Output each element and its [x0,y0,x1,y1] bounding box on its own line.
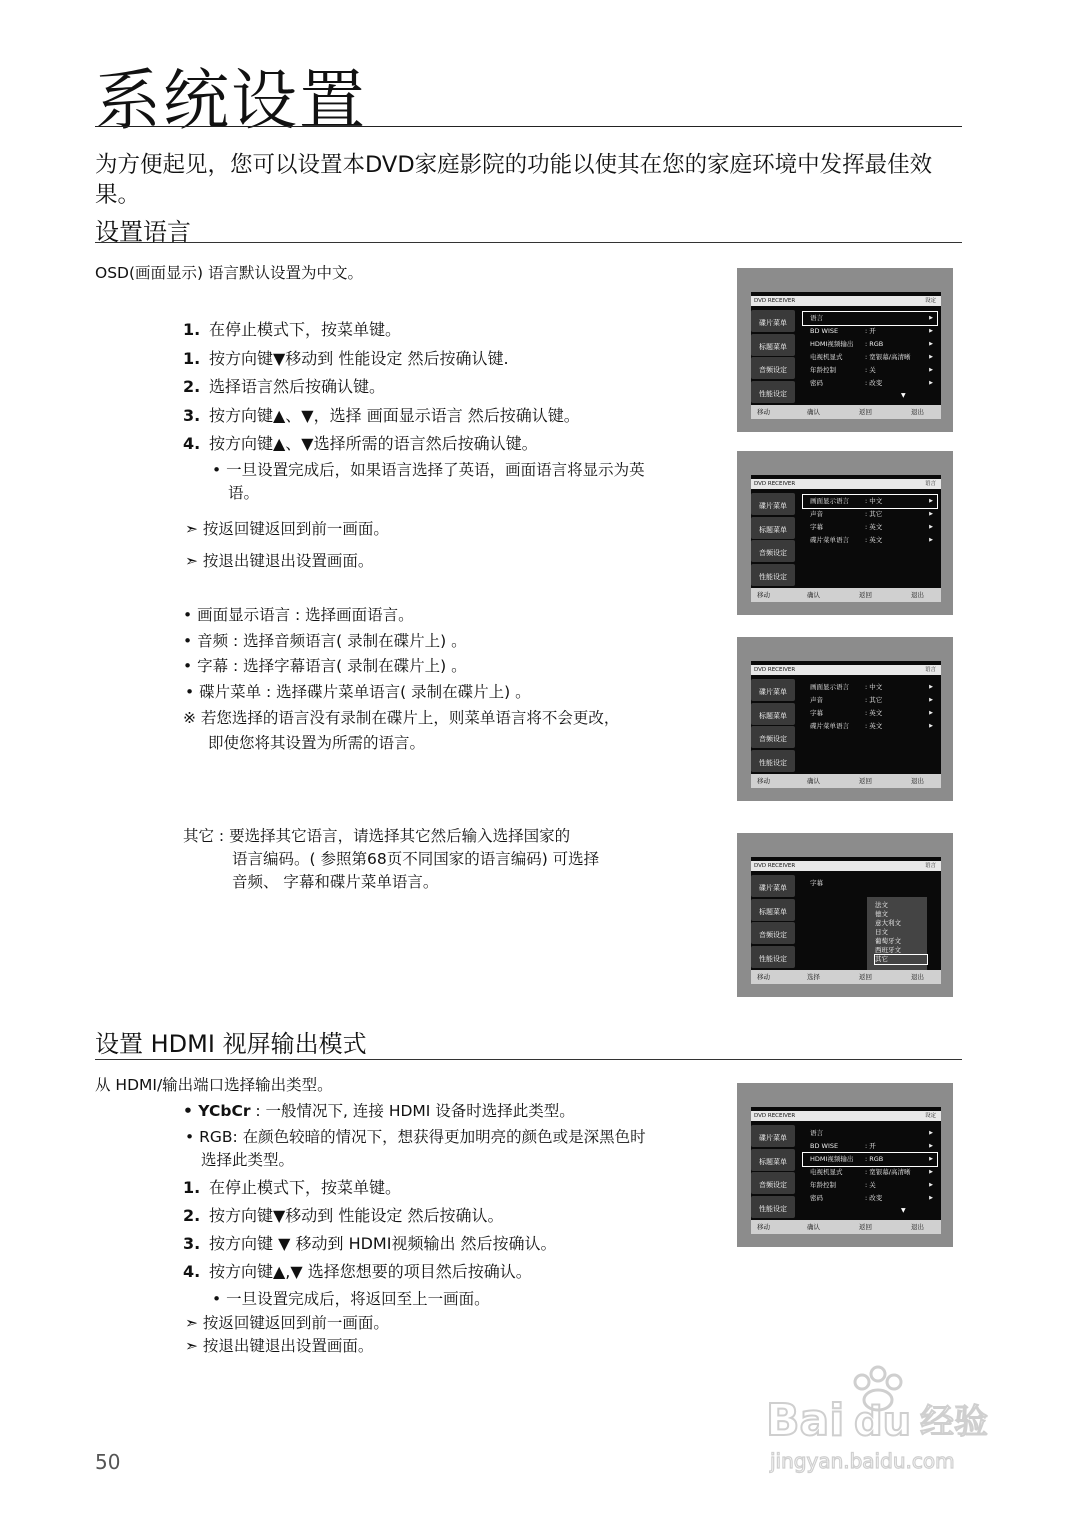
remark-line-2: 即使您将其设置为所需的语言。 [208,734,426,752]
osd-row: 年龄控制 : 关 ▶ [810,1181,933,1189]
osd-row: 画面显示语言 : 中文 ▶ [803,495,937,508]
osd-move-hint: 移动 [757,777,770,785]
osd-row: 语言 ▶ [803,312,937,325]
osd-back-hint: 返回 [859,1223,872,1231]
osd-exit-hint: 退出 [911,591,924,599]
osd-move-hint: 移动 [757,591,770,599]
arrow-right-icon: ▶ [929,354,933,360]
other-line-2: 语言编码。( 参照第68页不同国家的语言编码) 可选择 [232,850,600,868]
osd-screen-language-menu [737,451,953,615]
osd-row: 字幕 [810,879,823,887]
hdmi-intro: 从 HDMI/输出端口选择输出类型。 [95,1076,333,1094]
step-4: 4. 按方向键▲、▼选择所需的语言然后按确认键。 [183,434,538,453]
osd-move-hint: 移动 [757,408,770,416]
osd-row: BD WISE : 开 ▶ [803,325,937,338]
osd-row: 字幕 : 英文 ▶ [810,709,933,717]
osd-side-disc-menu: 碟片菜单 [751,310,795,332]
osd-screen-setup-hdmi [737,1083,953,1247]
scroll-down-icon: ▼ [901,392,906,399]
osd-category: 语言 [924,481,936,487]
arrow-right-icon: ▶ [929,380,933,386]
osd-side-disc-menu: 碟片菜单 [751,493,795,515]
arrow-right-icon: ▶ [929,367,933,373]
ycbcr-option: • YCbCr : 一般情况下, 连接 HDMI 设备时选择此类型。 [183,1102,575,1120]
osd-row: HDMI视频输出 : RGB ▶ [803,338,937,351]
step-3: 3. 按方向键▲、▼，选择 画面显示语言 然后按确认键。 [183,406,580,425]
osd-row: BD WISE : 开 ▶ [810,1142,933,1150]
svg-text:du: du [854,1399,912,1445]
language-popup [867,897,927,979]
baidu-jingyan-watermark-logo [762,1360,1012,1480]
osd-category: 设定 [924,1113,936,1119]
osd-row: 声音 : 其它 ▶ [810,696,933,704]
osd-screen-language-menu-2 [737,637,953,801]
osd-ok-hint: 确认 [807,591,820,599]
osd-side-audio: 音频设定 [751,540,795,562]
osd-side-disc-menu: 碟片菜单 [751,679,795,701]
section-rule [95,242,962,243]
title-rule [95,126,962,127]
osd-side-title-menu: 标题菜单 [751,517,795,539]
arrow-right-icon: ▶ [929,341,933,347]
osd-category: 语言 [924,863,936,869]
bullet-audio: • 音频 : 选择音频语言( 录制在碟片上) 。 [183,632,467,650]
hdmi-step-1: 1. 在停止模式下，按菜单键。 [183,1178,402,1197]
osd-back-hint: 返回 [859,408,872,416]
step-1: 1. 在停止模式下，按菜单键。 [183,320,402,339]
osd-back-hint: 返回 [859,591,872,599]
bullet-subtitle: • 字幕 : 选择字幕语言( 录制在碟片上) 。 [183,657,467,675]
osd-side-audio: 音频设定 [751,357,795,379]
step-1b: 1. 按方向键▼移动到 性能设定 然后按确认键. [183,349,509,368]
osd-exit-hint: 退出 [911,973,924,981]
osd-brand: DVD RECEIVER [754,481,796,487]
osd-side-audio: 音频设定 [751,922,795,944]
note-line-2: 语。 [228,484,260,502]
bullet-disc-menu: • 碟片菜单 : 选择碟片菜单语言( 录制在碟片上) 。 [185,683,531,701]
svg-text:jingyan.baidu.com: jingyan.baidu.com [770,1449,955,1473]
page-number: 50 [95,1450,121,1474]
note-line-1: • 一旦设置完成后，如果语言选择了英语，画面语言将显示为英 [212,461,645,479]
step-2: 2. 选择语言然后按确认键。 [183,377,386,396]
osd-select-hint: 选择 [807,973,820,981]
osd-side-setup: 性能设定 [751,946,795,968]
osd-category: 设定 [924,298,936,304]
osd-category: 语言 [924,667,936,673]
osd-back-hint: 返回 [859,973,872,981]
osd-side-setup: 性能设定 [751,381,795,403]
osd-brand: DVD RECEIVER [754,863,796,869]
osd-row: HDMI视频输出 : RGB ▶ [803,1153,937,1166]
hdmi-step-3: 3. 按方向键 ▼ 移动到 HDMI视频输出 然后按确认。 [183,1234,557,1253]
osd-brand: DVD RECEIVER [754,1113,796,1119]
popup-item-selected: 其它 [875,955,927,964]
osd-side-title-menu: 标题菜单 [751,899,795,921]
svg-text:经验: 经验 [920,1402,988,1442]
arrow-right-icon: ▶ [929,328,933,334]
remark-line-1: ※ 若您选择的语言没有录制在碟片上，则菜单语言将不会更改， [183,709,620,727]
scroll-down-icon: ▼ [901,1207,906,1214]
osd-side-disc-menu: 碟片菜单 [751,875,795,897]
rgb-option-line-1: • RGB: 在颜色较暗的情况下，想获得更加明亮的颜色或是深黑色时 [185,1128,646,1146]
popup-item: 法文 [875,901,888,909]
osd-side-audio: 音频设定 [751,726,795,748]
osd-back-hint: 返回 [859,777,872,785]
osd-side-setup: 性能设定 [751,750,795,772]
osd-exit-hint: 退出 [911,777,924,785]
osd-side-title-menu: 标题菜单 [751,1149,795,1171]
osd-default-text: OSD(画面显示) 语言默认设置为中文。 [95,264,363,282]
osd-side-disc-menu: 碟片菜单 [751,1125,795,1147]
popup-item: 葡萄牙文 [875,937,901,945]
osd-side-setup: 性能设定 [751,564,795,586]
osd-screen-subtitle-popup [737,833,953,997]
osd-exit-hint: 退出 [911,1223,924,1231]
osd-row: 字幕 : 英文 ▶ [810,523,933,531]
other-line-3: 音频、 字幕和碟片菜单语言。 [232,873,439,891]
osd-side-title-menu: 标题菜单 [751,334,795,356]
rgb-option-line-2: 选择此类型。 [201,1151,295,1169]
osd-row: 电视机显式 : 宽银幕/高清晰 ▶ [803,351,937,364]
arrow-right-icon: ▶ [929,315,933,321]
osd-move-hint: 移动 [757,973,770,981]
osd-row: 画面显示语言 : 中文 ▶ [810,683,933,691]
intro-paragraph: 为方便起见，您可以设置本DVD家庭影院的功能以使其在您的家庭环境中发挥最佳效果。 [95,152,933,208]
osd-row: 电视机显式 : 宽银幕/高清晰 ▶ [810,1168,933,1176]
other-line-1: 其它 : 要选择其它语言，请选择其它然后输入选择国家的 [183,827,571,845]
section-rule-2 [95,1059,962,1060]
popup-item: 德文 [875,910,888,918]
osd-side-audio: 音频设定 [751,1172,795,1194]
hdmi-step-2: 2. 按方向键▼移动到 性能设定 然后按确认。 [183,1206,504,1225]
osd-row: 碟片菜单语言 : 英文 ▶ [810,536,933,544]
osd-brand: DVD RECEIVER [754,298,796,304]
osd-side-setup: 性能设定 [751,1196,795,1218]
osd-ok-hint: 确认 [807,408,820,416]
hdmi-step-4: 4. 按方向键▲,▼ 选择您想要的项目然后按确认。 [183,1262,532,1281]
hdmi-tip-back: ➣ 按返回键返回到前一画面。 [185,1314,389,1332]
osd-screen-setup-language [737,268,953,432]
osd-row: 声音 : 其它 ▶ [810,510,933,518]
osd-side-title-menu: 标题菜单 [751,703,795,725]
osd-move-hint: 移动 [757,1223,770,1231]
osd-exit-hint: 退出 [911,408,924,416]
osd-ok-hint: 确认 [807,777,820,785]
tip-exit: ➣ 按退出键退出设置画面。 [185,552,374,570]
osd-ok-hint: 确认 [807,1223,820,1231]
osd-row: 密码 : 改变 ▶ [810,1194,933,1202]
osd-row: 语言 ▶ [810,1129,933,1137]
section-heading-language: 设置语言 [95,218,191,246]
osd-row: 碟片菜单语言 : 英文 ▶ [810,722,933,730]
osd-row: 密码 : 改变 ▶ [803,377,937,390]
hdmi-note: • 一旦设置完成后，将返回至上一画面。 [212,1290,490,1308]
popup-item: 西班牙文 [875,946,901,954]
osd-row: 年龄控制 : 关 ▶ [803,364,937,377]
section-heading-hdmi: 设置 HDMI 视屏输出模式 [95,1030,367,1058]
osd-brand: DVD RECEIVER [754,667,796,673]
svg-text:Bai: Bai [766,1395,845,1446]
popup-item: 日文 [875,928,888,936]
popup-item: 意大利文 [875,919,901,927]
page-title: 系统设置 [95,62,367,139]
bullet-osd-language: • 画面显示语言 : 选择画面语言。 [183,606,414,624]
tip-back: ➣ 按返回键返回到前一画面。 [185,520,389,538]
hdmi-tip-exit: ➣ 按退出键退出设置画面。 [185,1337,374,1355]
